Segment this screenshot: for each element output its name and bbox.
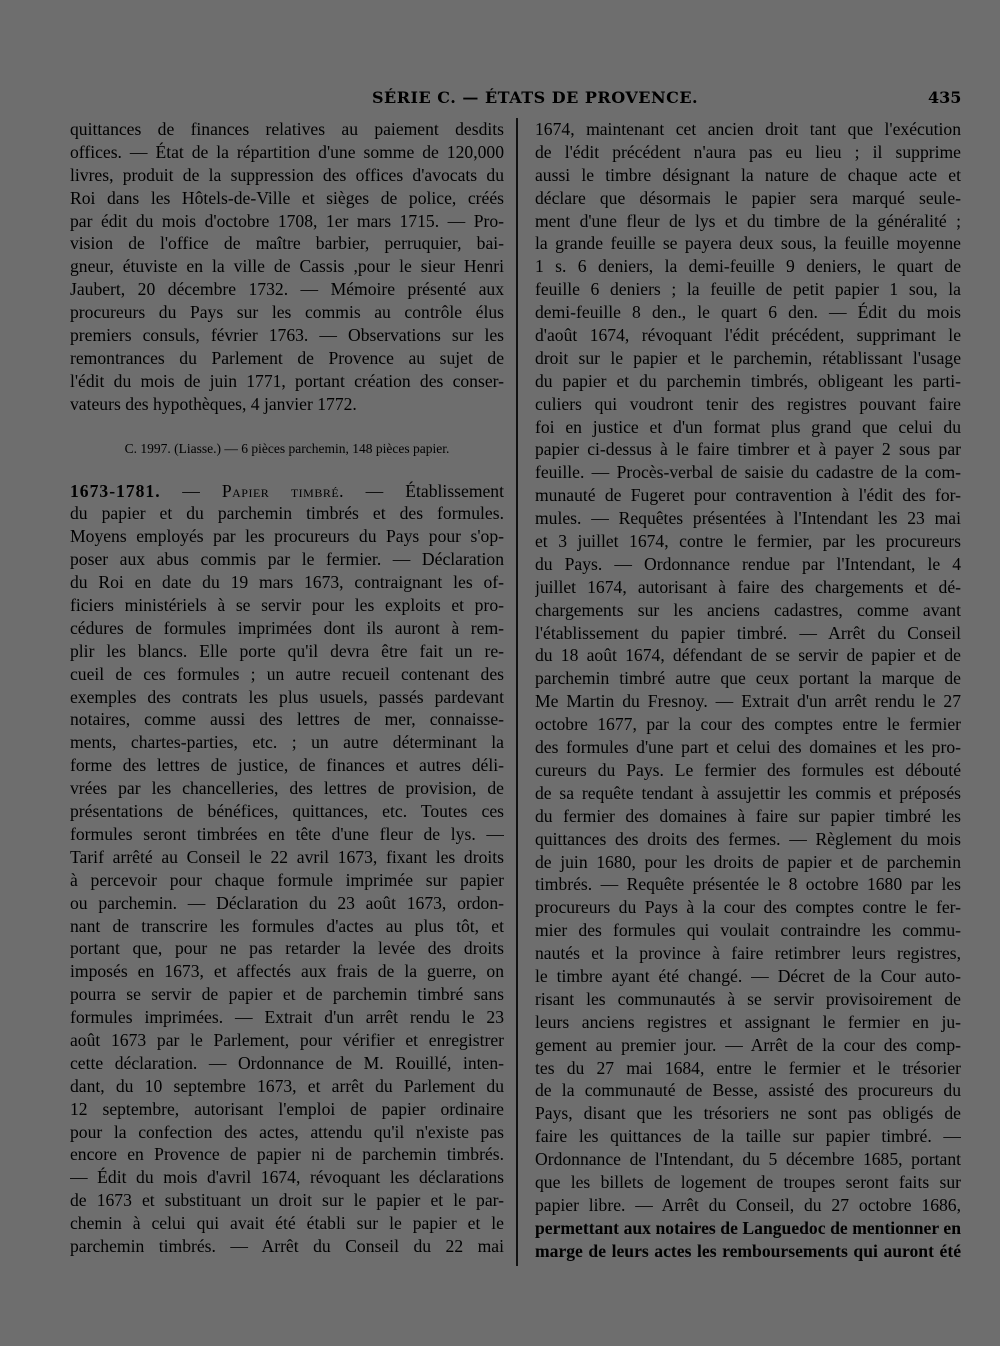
text-line: du Pays. — Ordonnance rendue par l'Intendant, le 4 xyxy=(535,553,961,574)
text-line: demi-feuille 8 den., le quart 6 den. — Édit du mois xyxy=(535,302,961,323)
text-line: des formules d'une part et celui des domaines et les pro- xyxy=(535,737,961,758)
text-line: présentations de bénéfices, quittances, etc. Toutes ces xyxy=(70,801,504,822)
running-title: SÉRIE C. — ÉTATS DE PROVENCE. xyxy=(372,88,699,107)
text-line: de 1673 et substituant un droit sur le papier et le par- xyxy=(70,1190,504,1211)
text-line: nautés et la province à faire retimbrer leurs registres, xyxy=(535,943,961,964)
text-line: gneur, étuviste en la ville de Cassis ,pour le sieur Henri xyxy=(70,256,504,277)
text-line: la grande feuille se payera deux sous, la feuille moyenne xyxy=(535,233,961,254)
text-line: quittances de finances relatives au paiement desdits xyxy=(70,119,504,139)
text-line: dant, du 10 septembre 1673, et arrêt du Parlement du xyxy=(70,1075,504,1096)
text-line: offices. — État de la répartition d'une somme de 120,000 xyxy=(70,141,504,162)
text-line: — Édit du mois d'avril 1674, révoquant les déclarations xyxy=(70,1167,504,1188)
text-line: Ordonnance de l'Intendant, du 5 décembre 1685, portant xyxy=(535,1149,961,1170)
text-line: papier libre. — Arrêt du Conseil, du 27 octobre 1686, xyxy=(535,1194,961,1215)
text-line: imposés en 1673, et affectés aux frais de la guerre, on xyxy=(70,961,504,982)
text-line: ments, chartes-parties, etc. ; un autre déterminant la xyxy=(70,732,504,753)
text-line: Roi dans les Hôtels-de-Ville et sièges de police, créés xyxy=(70,187,504,208)
text-line: du fermier des domaines à faire sur papier timbré les xyxy=(535,805,961,826)
text-line: que les billets de logement de troupes seront faits sur xyxy=(535,1171,961,1192)
text-line: ou parchemin. — Déclaration du 23 août 1673, ordon- xyxy=(70,892,504,913)
text-line: aussi le timbre désignant la nature de chaque acte et xyxy=(535,164,961,185)
text-line: ficiers ministériels à se servir pour les exploits et pro- xyxy=(70,595,504,616)
text-line: cureurs du Pays. Le fermier des formules est débouté xyxy=(535,759,961,780)
text-line: tes du 27 mai 1684, entre le fermier et le trésorier xyxy=(535,1057,961,1078)
text-line: de juin 1680, pour les droits de papier et de parchemin xyxy=(535,851,961,872)
text-line: du papier et du parchemin timbrés, obligeant les parti- xyxy=(535,370,961,391)
page-number: 435 xyxy=(928,88,962,107)
text-line: Jaubert, 20 décembre 1732. — Mémoire présenté aux xyxy=(70,279,504,300)
text-line: papier ci-dessus à le faire timbrer et à payer 2 sous par xyxy=(535,439,961,460)
text-line: Me Martin du Fresnoy. — Extrait d'un arrêt rendu le 27 xyxy=(535,691,961,712)
text-line: cette déclaration. — Ordonnance de M. Rouillé, inten- xyxy=(70,1052,504,1073)
text-line: plir les blancs. Elle porte qu'il devra être fait un re- xyxy=(70,640,504,661)
text-line: du 18 août 1674, défendant de se servir de papier et de xyxy=(535,645,961,666)
text-line: de l'édit précédent n'aura pas eu lieu ; il supprime xyxy=(535,141,961,162)
text-line: du Roi en date du 19 mars 1673, contraignant les of- xyxy=(70,572,504,593)
text-line: par édit du mois d'octobre 1708, 1er mars 1715. — Pro- xyxy=(70,210,504,231)
text-line: Moyens employés par les procureurs du Pays pour s'op- xyxy=(70,526,504,547)
paragraph-continuation xyxy=(535,118,961,1194)
text-line: nant de transcrire les formules d'actes au plus tôt, et xyxy=(70,915,504,936)
text-line: 12 septembre, autorisant l'emploi de papier ordinaire xyxy=(70,1098,504,1119)
entry-heading: — Papier timbré. — xyxy=(160,480,406,501)
text-line: pour la confection des actes, attendu qu'il n'existe pas xyxy=(70,1121,504,1142)
text-line: culiers qui voudront tenir des registres pouvant faire xyxy=(535,393,961,414)
text-line: à percevoir pour chaque formule imprimée sur papier xyxy=(70,869,504,890)
text-line: 1 s. 6 deniers, la demi-feuille 9 deniers, le quart de xyxy=(535,256,961,277)
text-line: exemples des contrats les plus usuels, passés pardevant xyxy=(70,686,504,707)
text-line: Pays, disant que les trésoriers ne sont pas obligés de xyxy=(535,1103,961,1124)
text-line: livres, produit de la suppression des offices d'avocats du xyxy=(70,164,504,185)
text-line: portant que, pour ne pas retarder la levée des droits xyxy=(70,938,504,959)
text-line: chargements sur les anciens cadastres, comme avant xyxy=(535,599,961,620)
text-line: du papier et du parchemin timbrés et des formules. xyxy=(70,503,504,524)
entry-first-line xyxy=(70,480,504,503)
text-line: parchemin timbré autre que ceux portant la marque de xyxy=(535,668,961,689)
text-line: quittances des droits des fermes. — Règlement du mois xyxy=(535,828,961,849)
text-line: notaires, comme aussi des lettres de mer, connaisse- xyxy=(70,709,504,730)
text-line: formules imprimées. — Extrait d'un arrêt rendu le 23 xyxy=(70,1007,504,1028)
text-line: forme des lettres de justice, de finances et autres déli- xyxy=(70,755,504,776)
page-header xyxy=(0,88,1000,112)
text-line: vateurs des hypothèques, 4 janvier 1772. xyxy=(70,393,357,414)
text-line: premiers consuls, février 1763. — Observations sur les xyxy=(70,325,504,346)
text-line: l'édit du mois de juin 1771, portant création des conser- xyxy=(70,370,504,391)
text-line: déclare que désormais le papier sera marqué seule- xyxy=(535,187,961,208)
spacer xyxy=(70,460,504,480)
text-line: gement au premier jour. — Arrêt de la cour des comp- xyxy=(535,1034,961,1055)
text-line: vision de l'office de maître barbier, perruquier, bai- xyxy=(70,233,504,254)
text-line: poser aux abus commis par le fermier. — Déclaration xyxy=(70,549,504,570)
text-line: de la communauté de Besse, assisté des procureurs du xyxy=(535,1080,961,1101)
text-line: le timbre ayant été changé. — Décret de la Cour auto- xyxy=(535,965,961,986)
text-line: droit sur le papier et le parchemin, rétablissant l'usage xyxy=(535,347,961,368)
text-line: feuille 6 deniers ; la feuille de petit papier 1 sou, la xyxy=(535,279,961,300)
text-line: timbrés. — Requête présentée le 8 octobre 1680 par les xyxy=(535,874,961,895)
text-line: octobre 1677, par la cour des comptes entre le fermier xyxy=(535,714,961,735)
text-line: feuille. — Procès-verbal de saisie du cadastre de la com- xyxy=(535,462,961,483)
text-line: foi en justice et d'un format plus grand que celui du xyxy=(535,416,961,437)
text-line: mier des formules qui voulait contraindre les commu- xyxy=(535,920,961,941)
entry-text: Établissement xyxy=(405,480,504,501)
text-line: procureurs du Pays à la cour des comptes contre le fer- xyxy=(535,897,961,918)
text-line: 1674, maintenant cet ancien droit tant que l'exécution xyxy=(535,119,961,139)
text-line: l'établissement du papier timbré. — Arrêt du Conseil xyxy=(535,622,961,643)
text-line: risant les communautés à se servir provisoirement de xyxy=(535,988,961,1009)
text-line: ment d'une fleur de lys et du timbre de la généralité ; xyxy=(535,210,961,231)
paragraph-papier-timbre xyxy=(70,480,504,1258)
text-line: d'août 1674, révoquant l'édit précédent, supprimant le xyxy=(535,325,961,346)
text-line: parchemin timbrés. — Arrêt du Conseil du 22 mai xyxy=(70,1235,504,1256)
text-line: remontrances du Parlement de Provence au sujet de xyxy=(70,347,504,368)
text-line: munauté de Fugeret pour contravention à l'édit des for- xyxy=(535,485,961,506)
left-column xyxy=(70,118,504,1258)
text-line: de sa requête tendant à assujettir les commis et préposés xyxy=(535,782,961,803)
text-line: procureurs du Pays sur les commis au contrôle élus xyxy=(70,302,504,323)
text-line: encore en Provence de papier ni de parchemin timbrés. xyxy=(70,1144,504,1165)
text-line: juillet 1674, autorisant à faire des chargements et dé- xyxy=(535,576,961,597)
right-column xyxy=(535,118,961,1263)
column-divider xyxy=(516,118,518,1266)
entry-date: 1673-1781. xyxy=(70,480,161,501)
text-line-bold: marge de leurs actes les remboursements qui auront été xyxy=(535,1240,961,1261)
text-line: chemin à celui qui avait été établi sur le papier et le xyxy=(70,1213,504,1234)
archive-reference: C. 1997. (Liasse.) — 6 pièces parchemin, 148 pièces papier. xyxy=(124,440,450,456)
text-line: août 1673 par le Parlement, pour vérifier et enregistrer xyxy=(70,1029,504,1050)
text-line: leurs anciens registres et assignant le fermier en ju- xyxy=(535,1011,961,1032)
text-line-bold: permettant aux notaires de Languedoc de mentionner en xyxy=(535,1217,961,1238)
text-line: pourra se servir de papier et de parchemin timbré sans xyxy=(70,984,504,1005)
text-line: vrées par les chancelleries, des lettres de provision, de xyxy=(70,778,504,799)
text-line: mules. — Requêtes présentées à l'Intendant les 23 mai xyxy=(535,508,961,529)
text-line: faire les quittances de la taille sur papier timbré. — xyxy=(535,1126,961,1147)
text-line: cédures de formules imprimées dont ils auront à rem- xyxy=(70,617,504,638)
paragraph-offices xyxy=(70,118,504,416)
text-line: cueil de ces formules ; un autre recueil contenant des xyxy=(70,663,504,684)
spacer xyxy=(70,416,504,438)
text-line: Tarif arrêté au Conseil le 22 avril 1673, fixant les droits xyxy=(70,846,504,867)
text-line: formules seront timbrées en tête d'une fleur de lys. — xyxy=(70,823,504,844)
text-line: et 3 juillet 1674, contre le fermier, par les procureurs xyxy=(535,531,961,552)
